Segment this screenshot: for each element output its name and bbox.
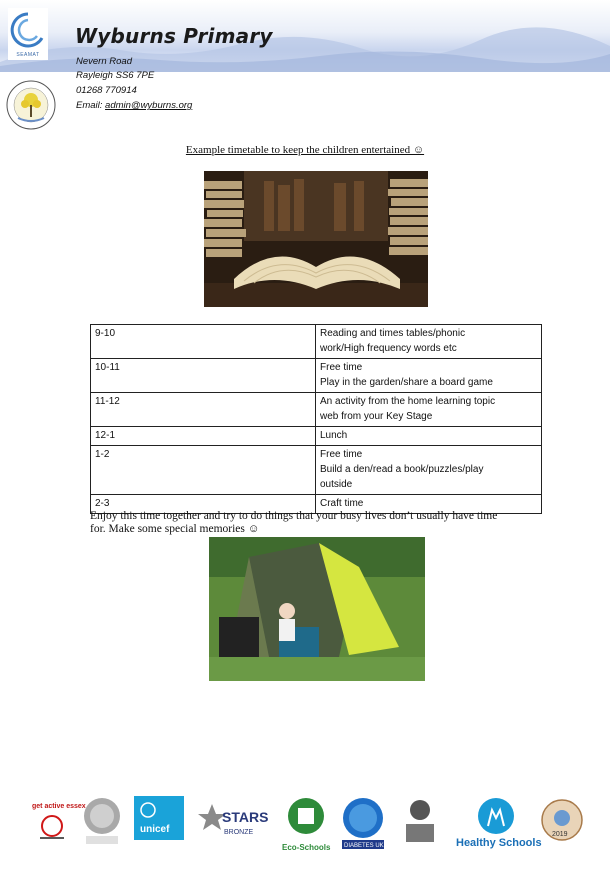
- accreditation-badges: [30, 796, 590, 856]
- eco-schools-badge: [282, 796, 330, 854]
- activity-line: Free time: [320, 449, 363, 460]
- year-2019-badge: [540, 796, 584, 852]
- phone-number: 01268 770914: [76, 85, 137, 96]
- stars-text: STARS: [222, 809, 269, 825]
- timetable-activity: [316, 427, 542, 446]
- timetable-row: [91, 427, 542, 446]
- closing-line-1: Enjoy this time together and try to do things that your busy lives don’t usually have time: [90, 510, 498, 522]
- timetable-row: [91, 446, 542, 495]
- seamat-logo-text: SEAMAT: [16, 52, 40, 58]
- healthy-schools-badge: [454, 796, 542, 850]
- stars-level-text: BRONZE: [224, 829, 254, 836]
- school-crest-logo: [6, 80, 56, 130]
- address-street: Nevern Road: [76, 56, 132, 67]
- activity-line: work/High frequency words etc: [320, 343, 457, 354]
- activity-line: web from your Key Stage: [320, 411, 433, 422]
- get-active-essex-badge: [30, 796, 86, 846]
- timetable-time: 12-1: [91, 427, 316, 446]
- timetable-time: 11-12: [91, 393, 316, 427]
- timetable-time: 10-11: [91, 359, 316, 393]
- activity-line: Play in the garden/share a board game: [320, 377, 493, 388]
- activity-line: An activity from the home learning topic: [320, 396, 496, 407]
- eco-schools-text: Eco-Schools: [282, 843, 331, 852]
- email-label: Email:: [76, 100, 106, 111]
- timetable-activity: [316, 325, 542, 359]
- activity-line: outside: [320, 479, 353, 490]
- timetable-activity: [316, 393, 542, 427]
- timetable: [90, 324, 542, 514]
- timetable-heading: Example timetable to keep the children entertained ☺: [185, 144, 425, 156]
- timetable-time: 1-2: [91, 446, 316, 495]
- activity-line: Reading and times tables/phonic: [320, 328, 466, 339]
- address-town: Rayleigh SS6 7PE: [76, 70, 155, 81]
- activity-line: Lunch: [320, 430, 348, 441]
- timetable-row: [91, 393, 542, 427]
- unicef-text: unicef: [140, 824, 170, 835]
- award-badge: [400, 796, 440, 848]
- silver-badge: [82, 796, 122, 848]
- get-active-essex-text: get active essex: [32, 803, 86, 810]
- email-link[interactable]: admin@wyburns.org: [105, 100, 193, 111]
- stars-bronze-badge: [196, 796, 272, 840]
- healthy-schools-text: Healthy Schools: [456, 837, 542, 849]
- year-text: 2019: [552, 831, 568, 838]
- timetable-activity: [316, 446, 542, 495]
- activity-line: Build a den/read a book/puzzles/play: [320, 464, 484, 475]
- diabetes-text: DIABETES UK: [344, 843, 384, 849]
- activity-line: Free time: [320, 362, 363, 373]
- books-photo: [204, 171, 428, 307]
- email-line: [76, 100, 192, 111]
- den-photo: [209, 537, 425, 681]
- closing-line-2: for. Make some special memories ☺: [90, 523, 260, 535]
- diabetes-uk-badge: [338, 796, 388, 852]
- timetable-row: [91, 325, 542, 359]
- activity-line: Craft time: [320, 498, 364, 509]
- unicef-rights-badge: [134, 796, 184, 840]
- closing-message: [90, 510, 550, 536]
- timetable-row: [91, 359, 542, 393]
- timetable-time: 2-3: [91, 495, 316, 514]
- timetable-activity: [316, 359, 542, 393]
- timetable-time: 9-10: [91, 325, 316, 359]
- school-name: Wyburns Primary: [75, 24, 273, 48]
